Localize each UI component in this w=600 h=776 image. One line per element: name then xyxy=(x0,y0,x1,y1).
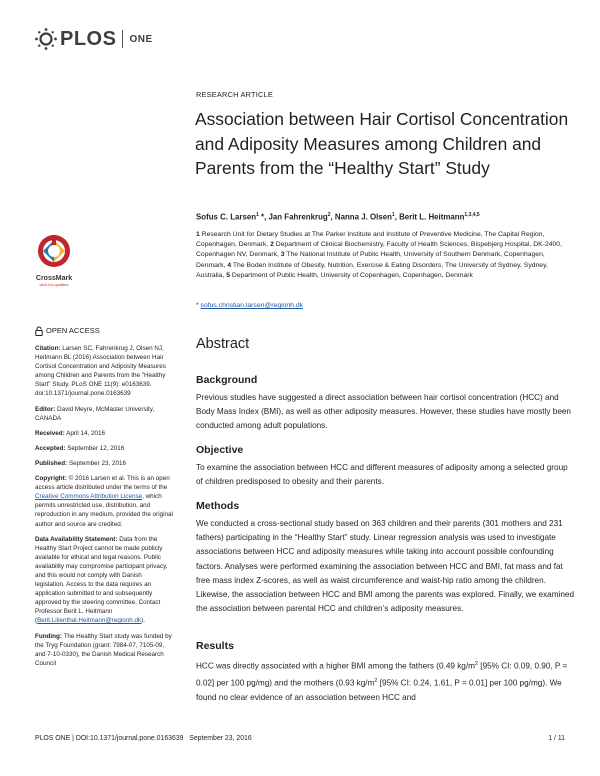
objective-text: To examine the association between HCC and different measures of adiposity among a selected group of children predisposed to obesity and their parents. xyxy=(196,463,568,487)
results-text-1: HCC was directly associated with a higher BMI among the fathers (0.49 kg/m xyxy=(196,661,475,671)
open-access-badge xyxy=(35,326,173,336)
logo-journal: ONE xyxy=(129,33,153,45)
results-text xyxy=(196,657,576,705)
author-affiliation-sup: 1,3,4,5 xyxy=(464,212,480,218)
corresponding-mark: * xyxy=(258,212,265,222)
abstract-objective xyxy=(196,444,576,489)
affiliation-number: 3 xyxy=(280,251,285,259)
corresponding-email-link[interactable]: sofus.christian.larsen@regionh.dk xyxy=(200,302,304,309)
author-affiliation-sup: 1 xyxy=(256,212,259,218)
affiliations xyxy=(196,230,566,281)
article-type: RESEARCH ARTICLE xyxy=(196,90,273,99)
received-date: April 14, 2016 xyxy=(66,429,106,437)
license-link[interactable]: Creative Commons Attribution License xyxy=(35,493,143,501)
copyright-block xyxy=(35,474,173,529)
funding-block xyxy=(35,632,173,668)
published-date: September 23, 2016 xyxy=(68,459,126,467)
editor-text: David Meyre, McMaster University, CANADA xyxy=(35,405,155,422)
author-name[interactable]: Jan Fahrenkrug xyxy=(268,212,328,222)
accepted-date: September 12, 2016 xyxy=(67,444,125,452)
published-block xyxy=(35,459,173,468)
author-name[interactable]: Nanna J. Olsen xyxy=(334,212,392,222)
affiliation-text: Department of Public Health, University of Copenhagen, Copenhagen, Denmark xyxy=(231,271,473,279)
background-text: Previous studies have suggested a direct association between hair cortisol concentration (HCC) and Body Mass Index (BMI), as well as other adiposity measures. However, these studies have mostly been conducted among adult populations. xyxy=(196,393,571,431)
author-affiliation-sup: 2 xyxy=(327,212,331,218)
affiliation-text: The National Institute of Public Health, University of Southern Denmark, Copenhagen, Denmark, xyxy=(196,251,545,269)
results-text-3: [95% CI: 0.24, 1.61, P = 0.01] per 100 pg/mg). We found no clear evidence of an association between HCC and xyxy=(196,678,562,702)
logo-separator xyxy=(122,30,123,48)
affiliation-text: The Boden Institute of Obesity, Nutrition, Exercise & Eating Disorders, The University of Sydney, Sydney, Australia, xyxy=(196,261,548,279)
editor-label: Editor: xyxy=(35,405,56,413)
copyright-text-2: , which permits unrestricted use, distribution, and reproduction in any medium, provided the original author and source are credited. xyxy=(35,493,173,528)
funding-label: Funding: xyxy=(35,632,62,640)
results-sup-2: 2 xyxy=(374,677,378,684)
author-list: Sofus C. Larsen$^1$ *, Jan Fahrenkrug$^2$, Nanna J. Olsen$^1$, Berit L. Heitmann$^{1,3,4,5}$ xyxy=(196,212,480,222)
data-availability-text-1: Data from the Healthy Start Project cannot be made publicly available for ethical and legal reasons. Public availability may compromise participant privacy, and this would not comply with Danish legislation. Access to the data requires an application submitted to and subsequently approved by the steering committee. Contact Professor Berit L. Heitmann ( xyxy=(35,535,168,625)
crossmark-badge[interactable] xyxy=(35,233,73,287)
open-access-label: OPEN ACCESS xyxy=(46,326,100,336)
author-name[interactable]: Berit L. Heitmann xyxy=(399,212,465,222)
article-info-sidebar xyxy=(35,326,173,674)
email-prefix: * xyxy=(196,302,199,309)
citation-label: Citation: xyxy=(35,345,61,352)
affiliation-number: 5 xyxy=(226,271,231,279)
methods-heading: Methods xyxy=(196,500,240,512)
objective-heading: Objective xyxy=(196,444,244,456)
data-availability-block xyxy=(35,535,173,626)
crossmark-label: CrossMark xyxy=(35,275,73,282)
affiliation-text: Research Unit for Dietary Studies at The Parker Institute and Institute of Preventive Medicine, The Capital Region, Copenhagen, Denmark, xyxy=(196,231,545,249)
citation-block xyxy=(35,344,173,399)
abstract-methods xyxy=(196,500,576,616)
affiliation-number: 2 xyxy=(270,241,274,249)
plos-dots-icon xyxy=(34,27,58,51)
plos-one-logo[interactable] xyxy=(34,27,153,51)
received-label: Received: xyxy=(35,429,65,437)
copyright-label: Copyright: xyxy=(35,475,67,483)
logo-brand: PLOS xyxy=(60,27,117,50)
copyright-text-1: © 2016 Larsen et al. This is an open access article distributed under the terms of the xyxy=(35,475,170,492)
crossmark-sub: click for updates xyxy=(39,282,69,287)
data-contact-email-link[interactable]: Berit.Lilienthal.Heitmann@regionh.dk xyxy=(37,617,142,625)
data-availability-label: Data Availability Statement: xyxy=(35,535,118,543)
accepted-label: Accepted: xyxy=(35,444,66,452)
editor-block xyxy=(35,405,173,423)
affiliation-number: 1 xyxy=(196,231,200,238)
affiliation-text: Department of Clinical Biochemistry, Faculty of Health Sciences, Bispebjerg Hospital, DK-2400, Copenhagen NV, Denmark, xyxy=(196,241,562,259)
author-name[interactable]: Sofus C. Larsen xyxy=(196,212,257,222)
page-number: 1 / 11 xyxy=(548,735,565,742)
abstract-results xyxy=(196,640,576,705)
footer-citation: PLOS ONE | DOI:10.1371/journal.pone.0163639 September 23, 2016 xyxy=(35,735,252,742)
abstract-background xyxy=(196,374,576,434)
abstract-heading: Abstract xyxy=(196,336,250,352)
published-label: Published: xyxy=(35,459,68,467)
results-sup-1: 2 xyxy=(474,661,479,667)
citation-text: Larsen SC, Fahrenkrug J, Olsen NJ, Heitmann BL (2016) Association between Hair Cortisol Concentration and Adiposity Measures among Children and Parents from the "Healthy Start" Study. PLoS ONE 11(9): e0163639. doi:10.1371/journal.pone.0163639 xyxy=(35,345,166,398)
article-title: Association between Hair Cortisol Concentration and Adiposity Measures among Children and Parents from the “Healthy Start” Study xyxy=(195,109,569,178)
received-block xyxy=(35,429,173,438)
page-footer xyxy=(35,735,565,742)
accepted-block xyxy=(35,444,173,453)
results-text-2: [95% CI: 0.09, 0.90, P = 0.02] per 100 pg/mg) and the mothers (0.93 kg/m xyxy=(196,661,568,688)
affiliation-number: 4 xyxy=(227,261,232,269)
corresponding-email xyxy=(196,302,303,309)
crossmark-icon xyxy=(35,233,73,269)
results-heading: Results xyxy=(196,640,234,652)
author-affiliation-sup: 1 xyxy=(391,212,395,218)
methods-text: We conducted a cross-sectional study based on 363 children and their parents (301 mothers and 231 fathers) participating in the “Healthy Start” study. Linear regression analysis was used to investigate associations between HCC and adiposity measures while taking into account possible confounding factors. Analyses were performed examining the association between HCC and BMI, fat mass and fat free mass index Z-scores, as well as waist circumference and waist-hip ratio among the children. Likewise, the association between HCC and BMI among the parents was explored. Finally, we examined the association between parental HCC and children’s adiposity measures. xyxy=(196,519,575,614)
open-access-lock-icon xyxy=(35,326,43,336)
funding-text: The Healthy Start study was funded by the Tryg Foundation (grant: 7984-07, 7105-09, and 7-10-0330), the Danish Medical Research Council xyxy=(35,632,172,667)
data-availability-text-2: ). xyxy=(141,617,146,625)
background-heading: Background xyxy=(196,374,258,386)
